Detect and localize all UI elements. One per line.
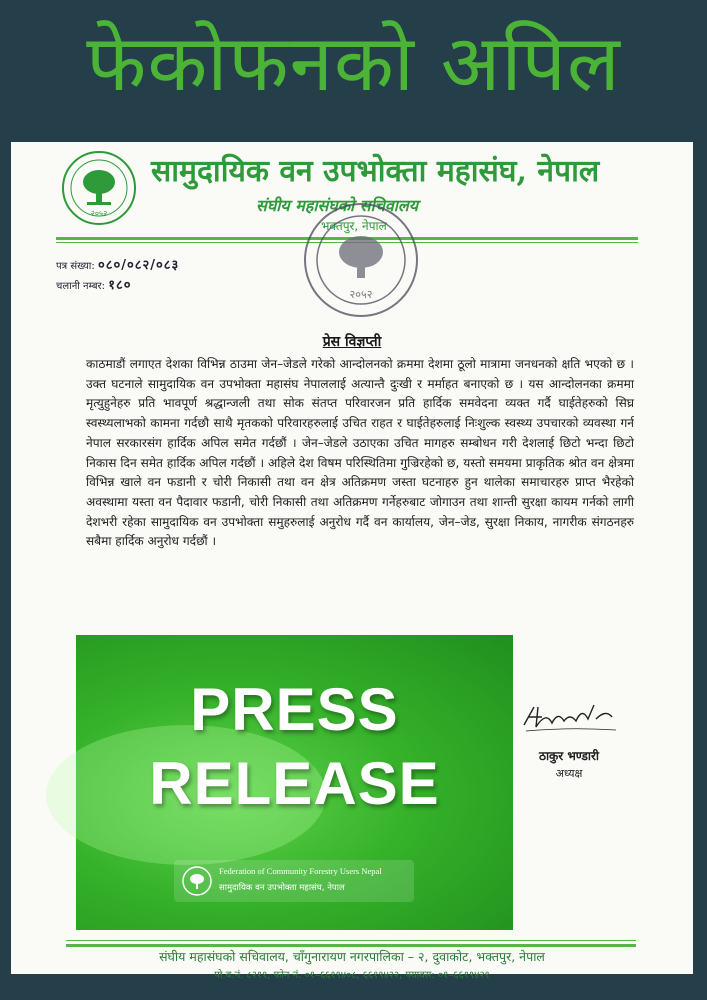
letter-number bbox=[56, 255, 179, 273]
seal-year: २०५२ bbox=[90, 209, 108, 218]
banner-line-release: RELEASE bbox=[149, 750, 440, 817]
dispatch-number-label: चलानी नम्बर: bbox=[56, 281, 106, 292]
footer-address: संघीय महासंघको सचिवालय, चाँगुनारायण नगरपालिका – २, दुवाकोट, भक्तपुर, नेपाल bbox=[159, 949, 545, 964]
letter-number-label: पत्र संख्या: bbox=[56, 261, 95, 272]
office-name: संघीय महासंघको सचिवालय bbox=[256, 196, 419, 215]
federation-logo-icon bbox=[182, 866, 212, 896]
stamp-year: २०५२ bbox=[349, 288, 373, 301]
press-title: प्रेस विज्ञप्ती bbox=[322, 334, 382, 350]
signer-role: अध्यक्ष bbox=[555, 767, 583, 780]
letter-number-value: ०८०/०८२/०८३ bbox=[97, 258, 180, 273]
press-body: काठमाडौं लगाएत देशका विभिन्न ठाउमा जेन–जेडले गरेको आन्दोलनको क्रममा देशमा ठूलो मात्रामा जनधनको क्षति भएको छ । उक्त घटनाले सामुदायिक वन उपभोक्ता महासंघ नेपाललाई अत्यान्तै दुःखी र मर्माहत बनाएको छ । यस आन्दोलनका क्रममा मृत्युहुनेहरु प्रति भावपूर्ण श्रद्धान्जली तथा सोक संतप्त परिवारजन प्रति हार्दिक समवेदना व्यक्त गर्दै घाईतेहरुको सिघ्र स्वस्थ्यलाभको कामना गर्दछौ साथै मृतकको परिवारहरुलाई उचित राहत र घाईतेहरुलाई निःशुल्क स्वस्थ्य उपचारको व्यवस्था गर्न नेपाल सरकारसंग हार्दिक अपिल समेत गर्दछौं । जेन–जेडले उठाएका उचित मागहरु सम्बोधन गरी देशलाई छिटो भन्दा छिटो निकास दिन समेत हार्दिक अपिल गर्दछौं । अहिले देश विषम परिस्थितिमा गुज्रिरहेको छ, यस्तो समयमा प्राकृतिक श्रोत वन क्षेत्रमा विभिन्न खाले वन फडानी र चोरी निकासी तथा वन क्षेत्र अतिक्रमण जस्ता घटनाहरु हुन थालेका समाचारहरु प्राप्त भैरहेको अवस्थामा यस्ता वन पैदावार फडानी, चोरी निकासी तथा अतिक्रमण गर्नेहरुबाट जोगाउन तथा शान्ती सुरक्षा कायम गर्नको लागी देशभरी रहेका सामुदायिक वन उपभोक्ता समुहरुलाई अनुरोध गर्दै वन कार्यालय, जेन–जेड, सुरक्षा निकाय, नागरीक संगठनहरु सबैमा हार्दिक अनुरोध गर्दछौं । bbox=[86, 357, 634, 549]
signer-name: ठाकुर भण्डारी bbox=[538, 749, 600, 763]
federation-name-en: Federation of Community Forestry Users Nepal bbox=[219, 866, 382, 876]
dispatch-number-value: १८० bbox=[108, 278, 132, 293]
signature-icon bbox=[516, 697, 626, 737]
federation-strip bbox=[174, 860, 414, 902]
dispatch-number bbox=[56, 275, 131, 293]
federation-seal-icon bbox=[61, 150, 137, 226]
press-release-letter bbox=[11, 142, 693, 981]
footer-contact: पो.ब.नं. ८२११, फोन नं. ०१–६६१९४०८, ६६१९४२२, फ्याक्स: ०१–६६१९४२१ bbox=[214, 970, 490, 981]
org-name: सामुदायिक वन उपभोक्ता महासंघ, नेपाल bbox=[151, 154, 600, 189]
official-stamp-icon bbox=[301, 200, 421, 320]
federation-name-np: सामुदायिक वन उपभोक्ता महासंघ, नेपाल bbox=[219, 883, 345, 893]
footer-rule-thin bbox=[66, 940, 636, 941]
banner-line-press: PRESS bbox=[190, 676, 399, 743]
footer-rule bbox=[66, 944, 636, 947]
office-address: भक्तपुर, नेपाल bbox=[321, 219, 387, 233]
headline: फेकोफनको अपिल bbox=[86, 19, 621, 109]
press-release-banner bbox=[76, 635, 513, 930]
